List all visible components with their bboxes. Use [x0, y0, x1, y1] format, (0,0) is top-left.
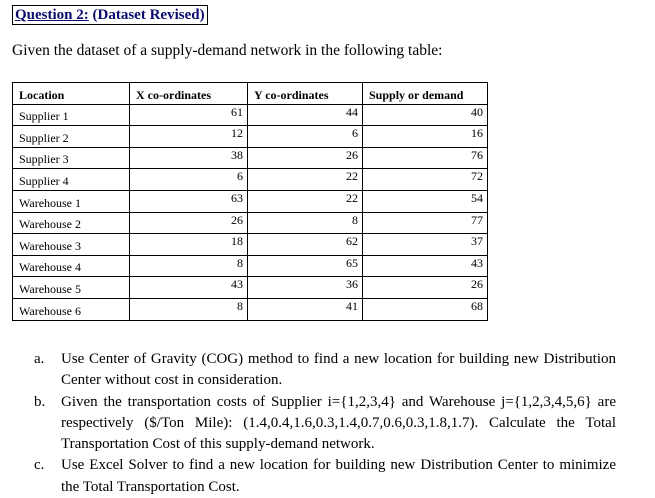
table-row	[13, 190, 488, 212]
cell-supply-demand: 68	[363, 298, 488, 320]
cell-x: 63	[130, 190, 248, 212]
cell-y: 62	[248, 234, 363, 256]
header-y: Y co-ordinates	[248, 83, 363, 105]
cell-supply-demand: 26	[363, 277, 488, 299]
cell-supply-demand: 43	[363, 255, 488, 277]
cell-y: 26	[248, 147, 363, 169]
list-item	[34, 392, 616, 456]
table-row	[13, 104, 488, 126]
list-item	[34, 349, 616, 392]
item-text: Use Excel Solver to find a new location for building new Distribution Center to minimize the Total Transportation Cost.	[61, 457, 616, 495]
table-row	[13, 147, 488, 169]
cell-location: Warehouse 3	[13, 234, 130, 256]
cell-supply-demand: 40	[363, 104, 488, 126]
table-header-row	[13, 83, 488, 105]
cell-y: 36	[248, 277, 363, 299]
cell-supply-demand: 76	[363, 147, 488, 169]
question-list	[34, 349, 616, 498]
cell-x: 26	[130, 212, 248, 234]
cell-y: 41	[248, 298, 363, 320]
cell-supply-demand: 54	[363, 190, 488, 212]
question-label: Question 2:	[15, 7, 89, 23]
header-location: Location	[13, 83, 130, 105]
cell-x: 43	[130, 277, 248, 299]
question-suffix: (Dataset Revised)	[88, 7, 205, 23]
supply-demand-table	[12, 82, 488, 321]
item-label: b.	[34, 393, 46, 410]
list-item	[34, 455, 616, 498]
cell-x: 12	[130, 126, 248, 148]
cell-y: 65	[248, 255, 363, 277]
header-x: X co-ordinates	[130, 83, 248, 105]
cell-y: 44	[248, 104, 363, 126]
cell-supply-demand: 72	[363, 169, 488, 191]
cell-location: Supplier 2	[13, 126, 130, 148]
cell-supply-demand: 37	[363, 234, 488, 256]
cell-y: 22	[248, 169, 363, 191]
table-row	[13, 298, 488, 320]
cell-x: 61	[130, 104, 248, 126]
cell-location: Warehouse 2	[13, 212, 130, 234]
cell-y: 6	[248, 126, 363, 148]
table-row	[13, 212, 488, 234]
table-row	[13, 126, 488, 148]
cell-location: Supplier 3	[13, 147, 130, 169]
table-row	[13, 277, 488, 299]
cell-supply-demand: 16	[363, 126, 488, 148]
cell-location: Supplier 4	[13, 169, 130, 191]
cell-x: 6	[130, 169, 248, 191]
cell-y: 22	[248, 190, 363, 212]
cell-x: 38	[130, 147, 248, 169]
cell-location: Warehouse 6	[13, 298, 130, 320]
question-heading	[12, 5, 208, 25]
cell-location: Supplier 1	[13, 104, 130, 126]
item-text: Given the transportation costs of Supplier i={1,2,3,4} and Warehouse j={1,2,3,4,5,6} are respectively ($/Ton Mile): (1.4,0.4,1.6,0.3,1.4,0.7,0.6,0.3,1.8,1.7). Calculate the Total Transportation Cost of this supply-demand network.	[61, 393, 616, 453]
cell-location: Warehouse 1	[13, 190, 130, 212]
cell-x: 8	[130, 255, 248, 277]
header-supply-demand: Supply or demand	[363, 83, 488, 105]
item-text: Use Center of Gravity (COG) method to find a new location for building new Distribution Center without cost in consideration.	[61, 351, 616, 389]
cell-supply-demand: 77	[363, 212, 488, 234]
cell-location: Warehouse 5	[13, 277, 130, 299]
cell-x: 18	[130, 234, 248, 256]
item-label: c.	[34, 457, 45, 474]
cell-y: 8	[248, 212, 363, 234]
table-row	[13, 234, 488, 256]
intro-text: Given the dataset of a supply-demand network in the following table:	[12, 42, 443, 59]
table-row	[13, 169, 488, 191]
item-label: a.	[34, 351, 45, 367]
cell-x: 8	[130, 298, 248, 320]
table-row	[13, 255, 488, 277]
cell-location: Warehouse 4	[13, 255, 130, 277]
